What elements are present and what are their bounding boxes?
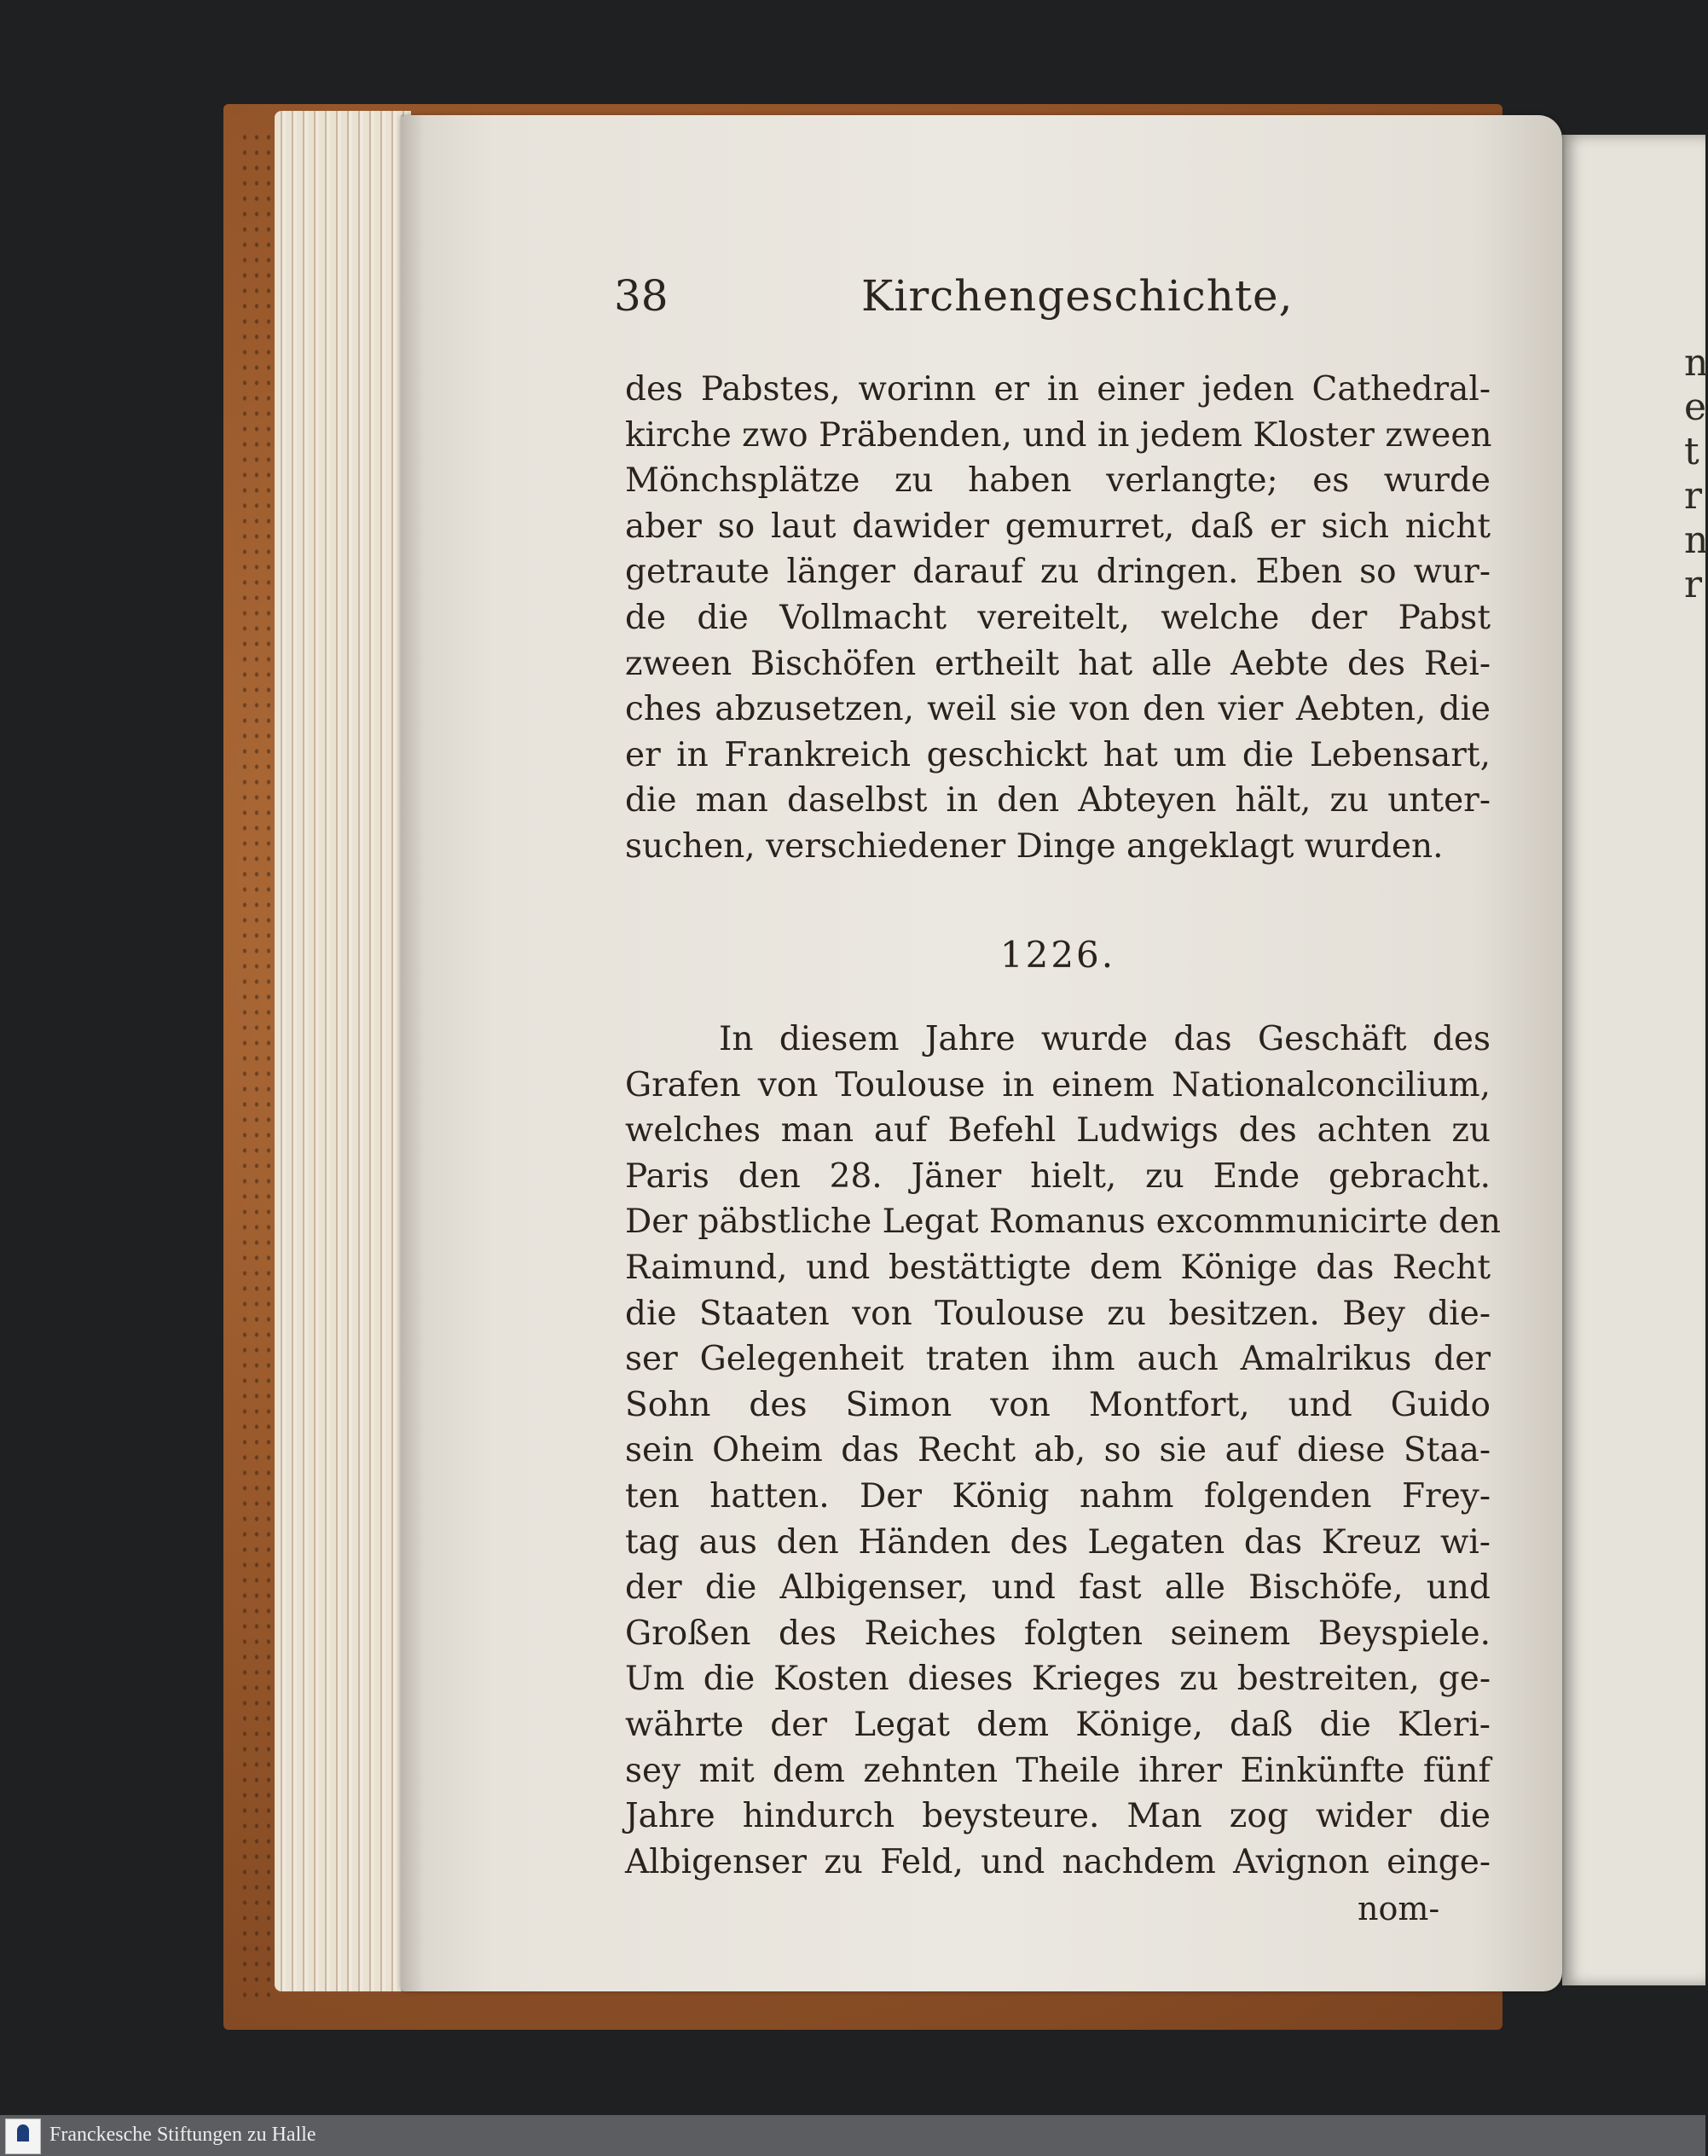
facing-page-fragment: e [1684,385,1707,429]
page-header [614,271,1294,331]
text-line: Der päbstliche Legat Romanus excommunicirte den [625,1203,1501,1242]
text-line: In diesem Jahre wurde das Geschäft des [719,1020,1491,1058]
text-line: sein Oheim das Recht ab, so sie auf diese Staa- [625,1431,1491,1470]
text-line: zween Bischöfen ertheilt hat alle Aebte des Rei- [625,644,1491,683]
text-line: währte der Legat dem Könige, daß die Kleri- [625,1705,1491,1744]
facing-page-fragment: n [1684,341,1708,385]
text-line: die Staaten von Toulouse zu besitzen. Bey die- [625,1294,1491,1333]
paragraph-1226 [625,1017,1501,1885]
facing-page-fragment: r [1684,474,1703,518]
text-line: welches man auf Befehl Ludwigs des achten zu [625,1111,1491,1150]
text-line: Albigenser zu Feld, und nachdem Avignon einge- [625,1842,1491,1881]
catchword: nom- [1358,1890,1440,1927]
paragraph-continued [625,367,1491,870]
footer-institution: Franckesche Stiftungen zu Halle [49,2124,316,2146]
text-line: Grafen von Toulouse in einem Nationalconcilium, [625,1065,1491,1104]
running-title: Kirchengeschichte, [861,271,1294,321]
text-line: des Pabstes, worinn er in einer jeden Cathedral- [625,370,1491,409]
facing-page-text [1684,341,1708,607]
page-number: 38 [614,271,669,321]
text-line: ten hatten. Der König nahm folgenden Frey- [625,1476,1491,1516]
facing-page-fragment: t [1684,430,1699,473]
facing-page-fragment: r [1684,563,1703,606]
text-line: Raimund, und bestättigte dem Könige das Recht [625,1248,1491,1287]
text-line: suchen, verschiedener Dinge angeklagt wurden. [625,826,1444,866]
text-line: Sohn des Simon von Montfort, und Guido [625,1385,1491,1424]
text-line: Mönchsplätze zu haben verlangte; es wurde [625,461,1491,501]
text-line: die man daselbst in den Abteyen hält, zu unter- [625,781,1491,820]
text-line: de die Vollmacht vereitelt, welche der Pabst [625,598,1491,637]
text-line: tag aus den Händen des Legaten das Kreuz wi- [625,1522,1491,1562]
text-line: aber so laut dawider gemurret, daß er sich nicht [625,507,1491,546]
text-line: er in Frankreich geschickt hat um die Lebensart, [625,735,1491,774]
facing-page-fragment: n [1684,519,1708,562]
text-line: Jahre hindurch beysteure. Man zog wider die [625,1797,1491,1836]
text-line: sey mit dem zehnten Theile ihrer Einkünfte fünf [625,1751,1491,1790]
text-line: Um die Kosten dieses Krieges zu bestreiten, ge- [625,1660,1491,1699]
text-line: Paris den 28. Jäner hielt, zu Ende gebracht. [625,1156,1491,1196]
text-line: getraute länger darauf zu dringen. Eben so wur- [625,553,1491,592]
footer-bar [0,2115,1705,2156]
text-line: ser Gelegenheit traten ihm auch Amalrikus der [625,1340,1491,1379]
text-line: ches abzusetzen, weil sie von den vier Aebten, die [625,690,1491,729]
text-line: kirche zwo Präbenden, und in jedem Kloster zween [625,415,1492,455]
text-line: der die Albigenser, und fast alle Bischöfe, und [625,1568,1491,1608]
institution-logo-icon [5,2118,41,2154]
page-edges [275,111,411,1991]
text-line: Großen des Reiches folgten seinem Beyspiele. [625,1614,1491,1653]
year-heading: 1226. [999,934,1116,976]
